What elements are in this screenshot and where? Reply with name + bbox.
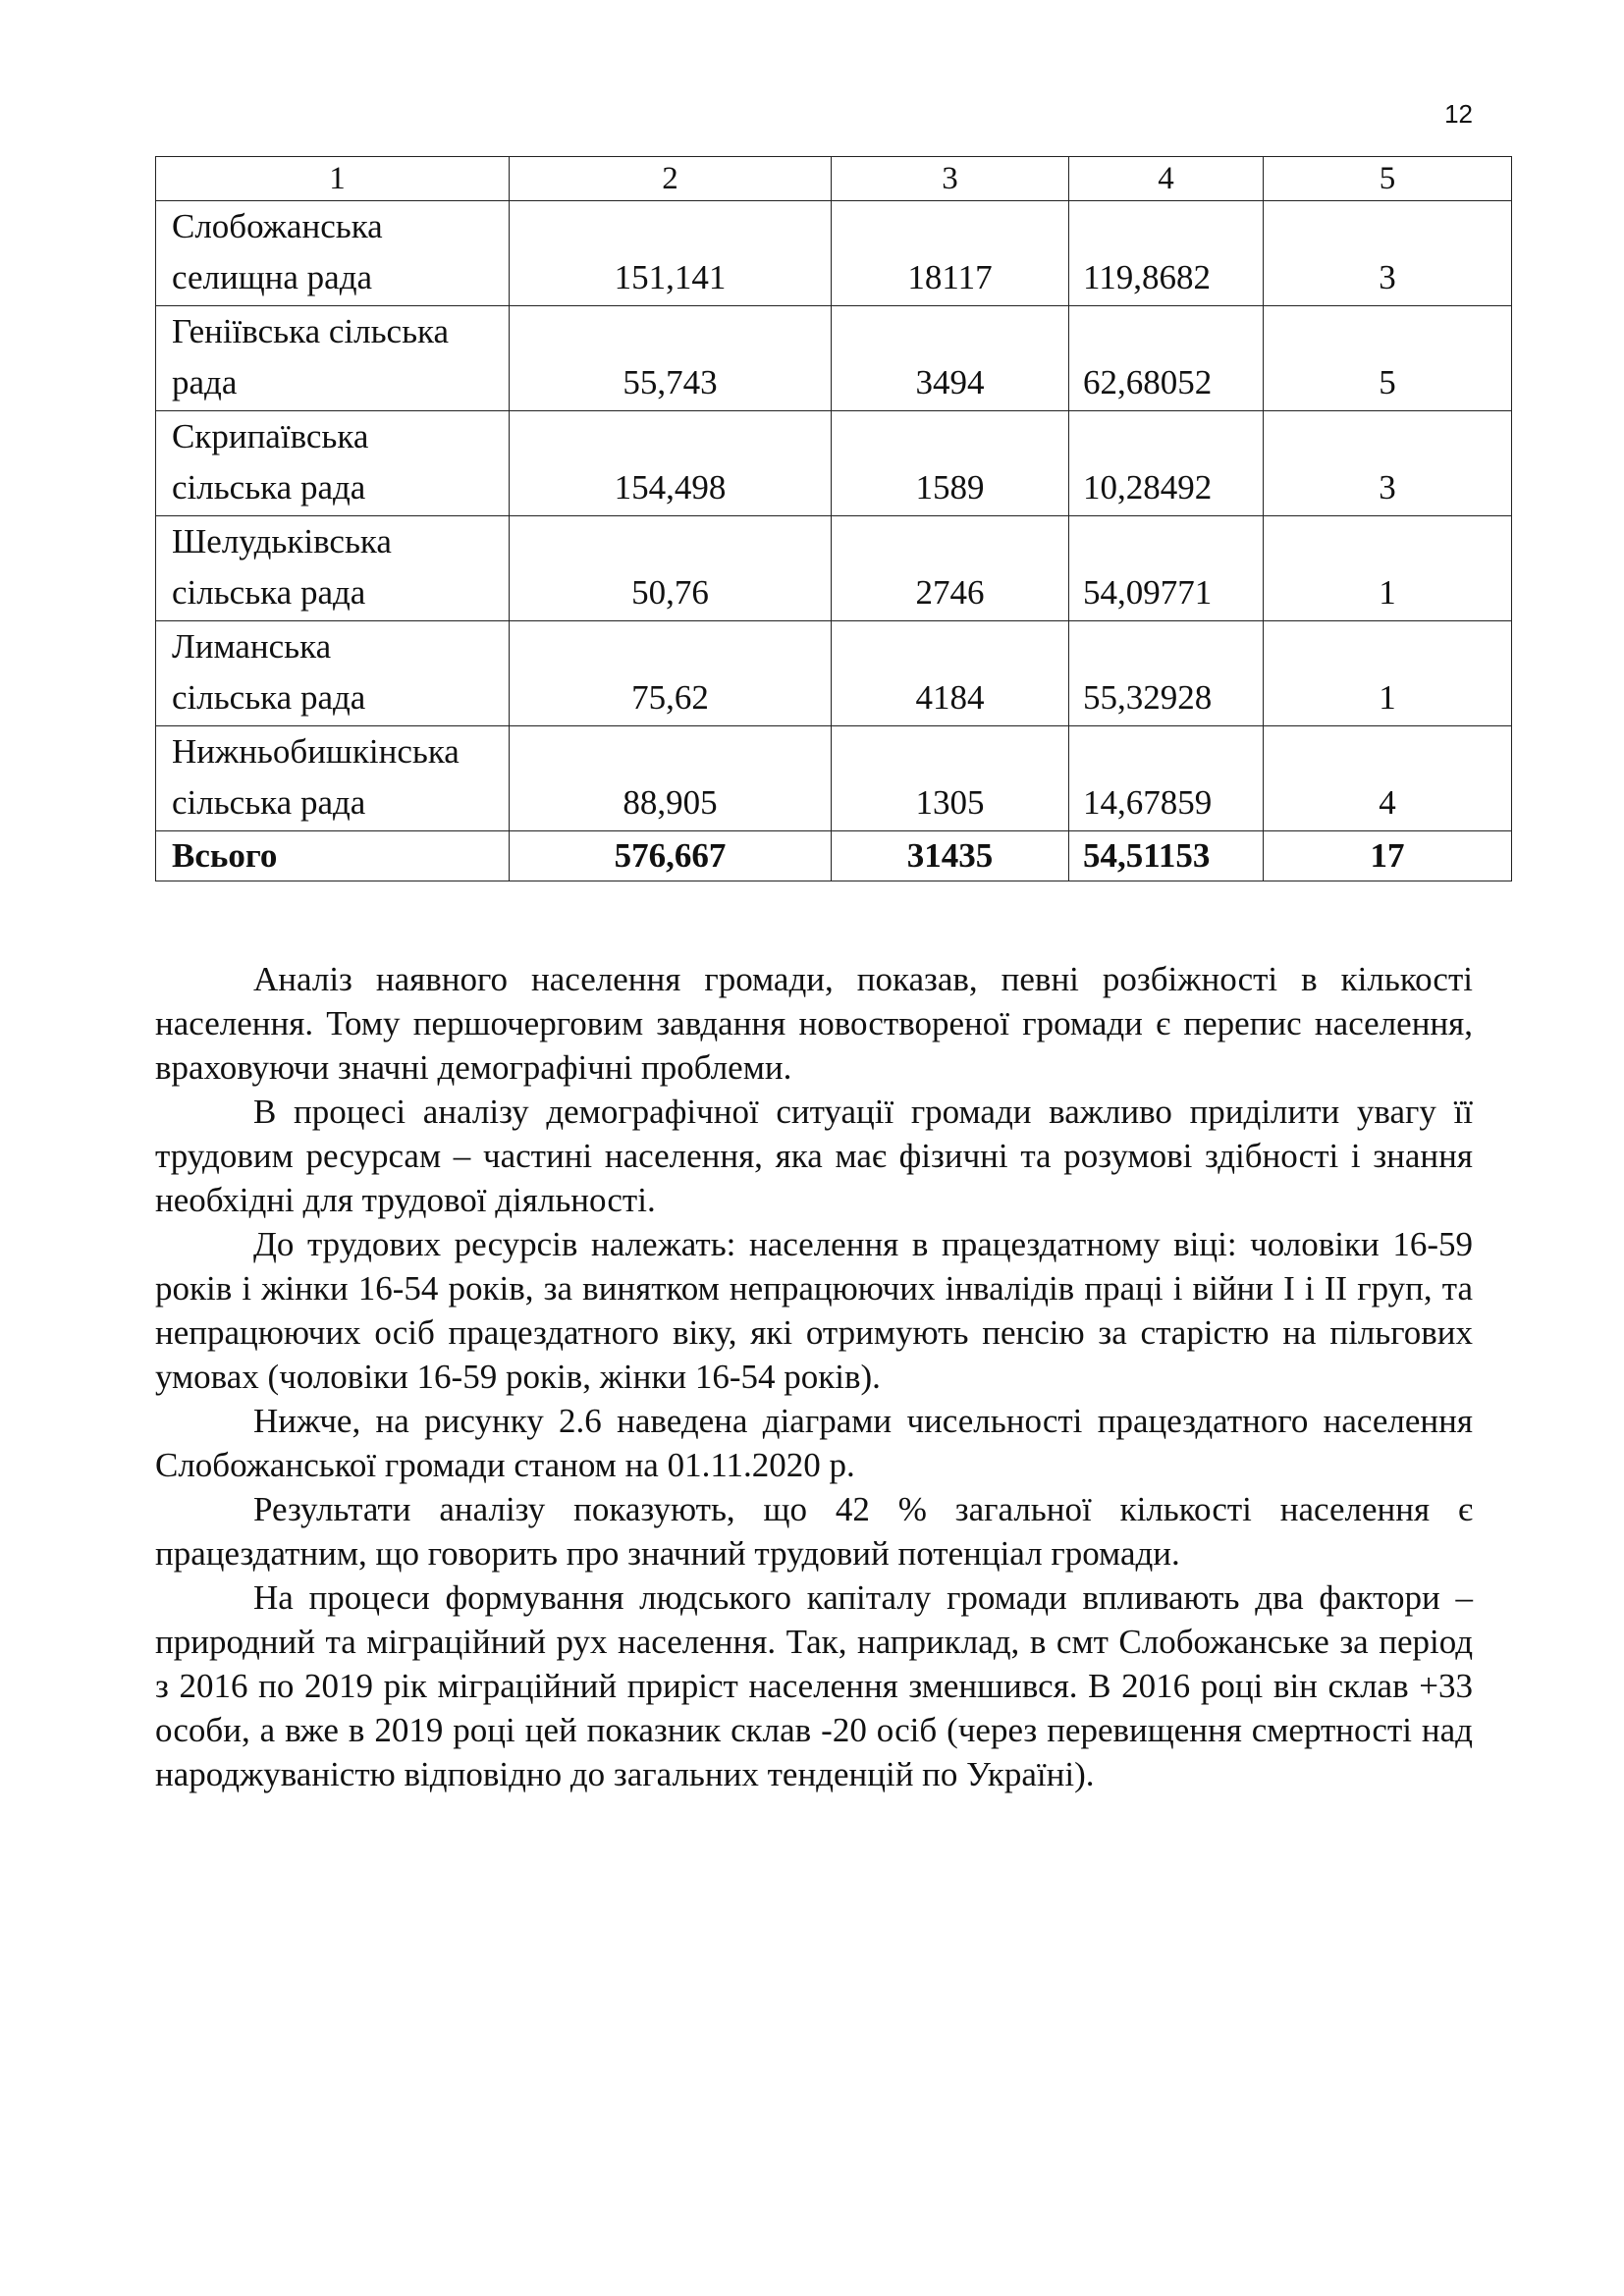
row-name-line2: рада: [172, 363, 238, 401]
row-value-cell: 50,76: [510, 516, 832, 621]
row-name-cell: [156, 726, 510, 831]
row-name-line1: Нижньобишкінська: [172, 732, 460, 771]
row-name-cell: [156, 411, 510, 516]
row-value-cell: 2746: [832, 516, 1069, 621]
total-value-cell: 576,667: [510, 831, 832, 881]
row-value-cell: 3494: [832, 306, 1069, 411]
header-cell-1: 1: [156, 157, 510, 201]
row-name-line2: сільська рада: [172, 573, 366, 612]
row-value-cell: 5: [1264, 306, 1512, 411]
row-name-cell: [156, 306, 510, 411]
row-name-cell: [156, 516, 510, 621]
row-value-cell: 3: [1264, 201, 1512, 306]
row-value-cell: 18117: [832, 201, 1069, 306]
paragraph: В процесі аналізу демографічної ситуації громади важливо приділити увагу її трудовим ресурсам – частині населення, яка має фізичні та розумові здібності і знання необхідні для трудової діяльності.: [155, 1093, 1473, 1219]
row-value-cell: 154,498: [510, 411, 832, 516]
row-name-line1: Шелудьківська: [172, 522, 392, 561]
header-cell-5: 5: [1264, 157, 1512, 201]
row-name-line1: Слобожанська: [172, 207, 383, 245]
paragraph: До трудових ресурсів належать: населення в працездатному віці: чоловіки 16-59 років і жінки 16-54 років, за винятком непрацюючих інвалідів праці і війни I і II груп, та непрацюючих осіб працездатного віку, які отримують пенсію за старістю на пільгових умовах (чоловіки 16-59 років, жінки 16-54 років).: [155, 1225, 1473, 1396]
row-value-cell: 62,68052: [1069, 306, 1264, 411]
row-name-cell: [156, 621, 510, 726]
row-value-cell: 1: [1264, 621, 1512, 726]
body-text: [155, 957, 1473, 1796]
row-value-cell: 119,8682: [1069, 201, 1264, 306]
header-cell-2: 2: [510, 157, 832, 201]
total-value-cell: 17: [1264, 831, 1512, 881]
row-value-cell: 4: [1264, 726, 1512, 831]
total-value-cell: 31435: [832, 831, 1069, 881]
population-table: [155, 156, 1512, 881]
paragraph: Нижче, на рисунку 2.6 наведена діаграми чисельності працездатного населення Слобожанської громади станом на 01.11.2020 р.: [155, 1402, 1473, 1484]
row-name-line2: селищна рада: [172, 258, 373, 296]
table-row: [156, 201, 1512, 306]
paragraph: На процеси формування людського капіталу громади впливають два фактори – природний та міграційний рух населення. Так, наприклад, в смт Слобожанське за період з 2016 по 2019 рік міграційний приріст населення зменшився. В 2016 році він склав +33 особи, а вже в 2019 році цей показник склав -20 осіб (через перевищення смертності над народжуваністю відповідно до загальних тенденцій по Україні).: [155, 1578, 1473, 1793]
row-value-cell: 1: [1264, 516, 1512, 621]
table-row: [156, 726, 1512, 831]
row-value-cell: 54,09771: [1069, 516, 1264, 621]
row-value-cell: 14,67859: [1069, 726, 1264, 831]
row-value-cell: 1305: [832, 726, 1069, 831]
row-value-cell: 151,141: [510, 201, 832, 306]
row-value-cell: 4184: [832, 621, 1069, 726]
row-name-line2: сільська рада: [172, 783, 366, 822]
row-name-line2: сільська рада: [172, 468, 366, 507]
paragraph: Результати аналізу показують, що 42 % загальної кількості населення є працездатним, що говорить про значний трудовий потенціал громади.: [155, 1490, 1473, 1573]
row-name-line1: Скрипаївська: [172, 417, 369, 455]
table-row: [156, 516, 1512, 621]
row-name-cell: [156, 201, 510, 306]
page-number: 12: [1444, 99, 1473, 129]
row-name-line1: Лиманська: [172, 627, 332, 666]
paragraph: Аналіз наявного населення громади, показав, певні розбіжності в кількості населення. Тому першочерговим завдання новоствореної громади є перепис населення, враховуючи значні демографічні проблеми.: [155, 960, 1473, 1087]
table-total-row: [156, 831, 1512, 881]
table-header-row: [156, 157, 1512, 201]
row-value-cell: 3: [1264, 411, 1512, 516]
table-row: [156, 621, 1512, 726]
table-row: [156, 411, 1512, 516]
total-label: Всього: [156, 831, 510, 881]
header-cell-3: 3: [832, 157, 1069, 201]
row-value-cell: 75,62: [510, 621, 832, 726]
row-value-cell: 55,32928: [1069, 621, 1264, 726]
row-value-cell: 88,905: [510, 726, 832, 831]
row-value-cell: 1589: [832, 411, 1069, 516]
header-cell-4: 4: [1069, 157, 1264, 201]
table-row: [156, 306, 1512, 411]
row-name-line1: Генiївська сільська: [172, 312, 450, 350]
row-value-cell: 10,28492: [1069, 411, 1264, 516]
row-name-line2: сільська рада: [172, 678, 366, 717]
row-value-cell: 55,743: [510, 306, 832, 411]
total-value-cell: 54,51153: [1069, 831, 1264, 881]
